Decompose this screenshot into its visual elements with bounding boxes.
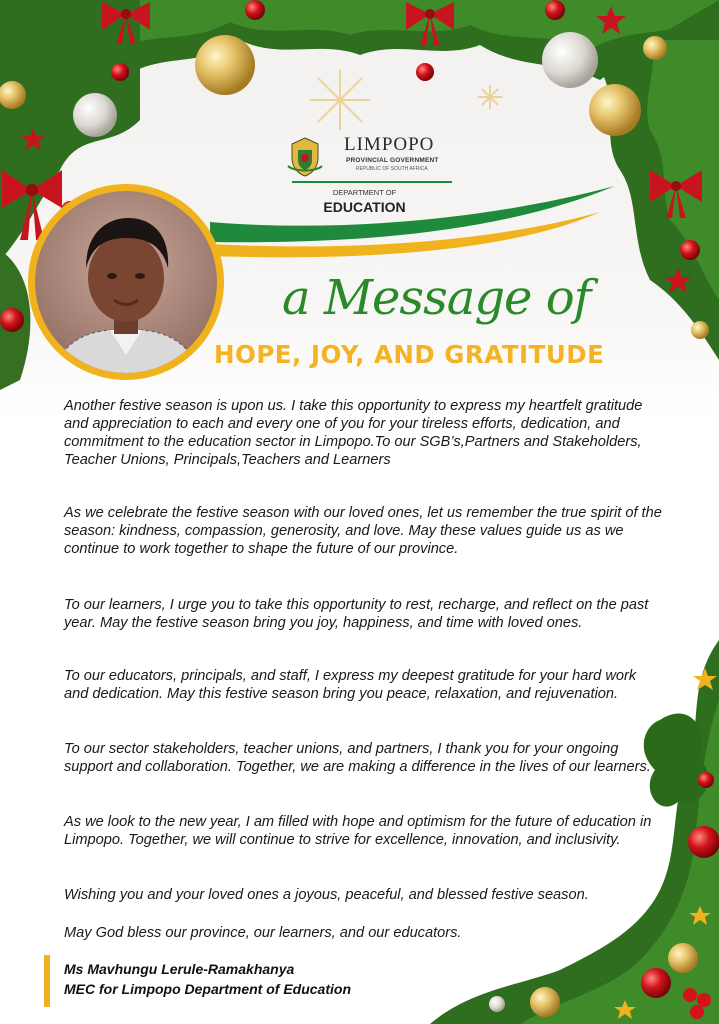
department-of-label: DEPARTMENT OF: [332, 188, 397, 197]
signatory-name: Ms Mavhungu Lerule-Ramakhanya: [64, 961, 295, 977]
logo-underline: [292, 181, 452, 183]
department-name: EDUCATION: [323, 199, 406, 215]
title-script: a Message of: [282, 270, 591, 326]
snowflakes: [310, 70, 502, 130]
logo-subtitle: PROVINCIAL GOVERNMENT: [346, 157, 439, 164]
paragraph-7: Wishing you and your loved ones a joyous, peaceful, and blessed festive season.: [64, 887, 589, 903]
paragraph-8: May God bless our province, our learners, and our educators.: [64, 925, 462, 941]
signatory-title: MEC for Limpopo Department of Education: [64, 981, 351, 997]
logo-subtitle-country: REPUBLIC OF SOUTH AFRICA: [356, 166, 428, 172]
logo-title: LIMPOPO: [344, 134, 435, 155]
limpopo-logo: [284, 134, 454, 184]
paragraph-2: As we celebrate the festive season with our loved ones, let us remember the true spirit of the season: kindness, compassion, generosity, and love. May these values guide us as we continue to work together to shape the future of our province.: [64, 505, 662, 557]
paragraph-6: As we look to the new year, I am filled with hope and optimism for the future of education in Limpopo. Together, we will continue to strive for excellence, innovation, and inclusivity.: [64, 814, 652, 848]
paragraph-3: To our learners, I urge you to take this opportunity to rest, recharge, and reflect on the past year. May the festive season bring you joy, happiness, and time with loved ones.: [64, 597, 649, 631]
coat-of-arms-icon: [284, 136, 326, 178]
title-headline: HOPE, JOY, AND GRATITUDE: [214, 340, 605, 369]
paragraph-1: Another festive season is upon us. I take this opportunity to express my heartfelt gratitude and appreciation to each and every one of you for your tireless efforts, dedication, and commitment to the education sector in Limpopo.To our SGB’s,Partners and Stakeholders, Teacher Unions, Principals,Teachers and Learners: [64, 398, 643, 468]
paragraph-5: To our sector stakeholders, teacher unions, and partners, I thank you for your ongoing support and collaboration. Together, we are making a difference in the lives of our learners.: [64, 741, 651, 775]
signature-accent-bar: [44, 955, 50, 1007]
paragraph-4: To our educators, principals, and staff, I express my deepest gratitude for your hard work and dedication. May this festive season bring you peace, relaxation, and rejuvenation.: [64, 668, 637, 702]
